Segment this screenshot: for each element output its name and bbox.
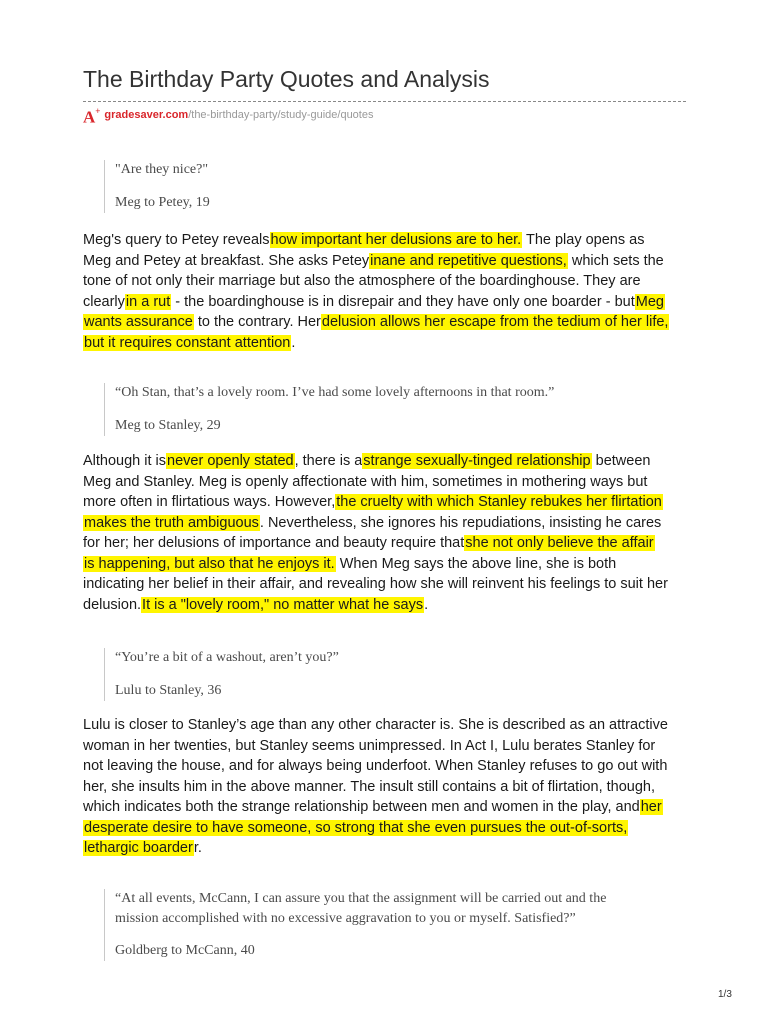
body-text: to the contrary. Her <box>193 314 321 330</box>
highlighted-text: she not only believe the affair <box>465 535 654 551</box>
body-text: which sets the <box>567 252 664 269</box>
paragraph-line <box>83 574 693 595</box>
body-text: Meg and Petey at breakfast. She asks Petey <box>83 252 370 269</box>
body-text: for her; her delusions of importance and beauty require that <box>83 535 465 551</box>
highlighted-text: in a rut <box>125 293 171 310</box>
paragraph-line <box>83 797 693 818</box>
blockquote <box>104 160 210 213</box>
analysis-paragraph <box>83 451 693 615</box>
highlighted-text: is happening, but also that he enjoys it. <box>84 555 335 572</box>
quote-attribution: Lulu to Stanley, 36 <box>115 683 222 698</box>
highlighted-text: makes the truth ambiguous <box>84 514 259 531</box>
paragraph-line <box>83 271 693 292</box>
body-text: which indicates both the strange relationship between men and women in the play, and <box>83 799 640 815</box>
highlighted-text: never openly stated <box>167 453 294 469</box>
paragraph-line <box>83 312 693 333</box>
highlighted-text: Meg <box>635 293 664 310</box>
body-text: The play opens as <box>522 232 645 248</box>
source-path[interactable]: /the-birthday-party/study-guide/quotes <box>188 109 374 121</box>
source-domain[interactable]: gradesaver.com <box>104 109 189 121</box>
body-text: not leaving the house, and for always being underfoot. When Stanley refuses to go out with <box>83 758 668 774</box>
quote-attribution: Meg to Petey, 19 <box>115 195 210 210</box>
source-link[interactable] <box>83 105 374 127</box>
highlighted-text: lethargic boarder <box>84 840 193 856</box>
paragraph-line <box>83 492 693 513</box>
paragraph-line <box>83 756 693 777</box>
body-text: . <box>291 334 296 351</box>
paragraph-line <box>83 333 693 354</box>
body-text: clearly <box>83 293 125 310</box>
quote-text: “Oh Stan, that’s a lovely room. I’ve had some lovely afternoons in that room.” <box>115 385 555 400</box>
highlighted-text: desperate desire to have someone, so strong that she even pursues the out-of-sorts, <box>84 819 628 836</box>
analysis-paragraph <box>83 715 693 859</box>
blockquote <box>104 648 339 701</box>
body-text: , there is a <box>294 453 363 469</box>
body-text: Meg's query to Petey reveals <box>83 232 270 248</box>
body-text: her, she insults him in the above manner. The insult still contains a bit of flirtation, though, <box>83 778 655 795</box>
quote-text: “At all events, McCann, I can assure you that the assignment will be carried out and the <box>115 891 607 906</box>
paragraph-line <box>83 838 693 859</box>
paragraph-line <box>83 554 693 575</box>
page-indicator: 1/3 <box>718 989 732 1000</box>
paragraph-line <box>83 251 693 272</box>
body-text: Meg and Stanley. Meg is openly affectionate with him, sometimes in mothering ways but <box>83 473 648 490</box>
highlighted-text: inane and repetitive questions, <box>370 252 567 269</box>
paragraph-line <box>83 533 693 554</box>
body-text: Although it is <box>83 453 167 469</box>
highlighted-text: wants assurance <box>84 314 193 330</box>
body-text: . <box>424 596 429 613</box>
body-text: - the boardinghouse is in disrepair and they have only one boarder - but <box>171 293 635 310</box>
quote-attribution: Goldberg to McCann, 40 <box>115 943 255 958</box>
paragraph-line <box>83 818 693 839</box>
title-divider <box>83 101 686 102</box>
quote-text: mission accomplished with no excessive aggravation to you or myself. Satisfied?” <box>115 911 576 926</box>
paragraph-line <box>83 715 693 736</box>
body-text: tone of not only their marriage but also the atmosphere of the boardinghouse. They are <box>83 273 641 289</box>
blockquote <box>104 383 554 436</box>
paragraph-line <box>83 595 693 616</box>
body-text: When Meg says the above line, she is both <box>335 555 617 572</box>
body-text: between <box>591 453 651 469</box>
paragraph-line <box>83 451 693 472</box>
quote-text: “You’re a bit of a washout, aren’t you?” <box>115 650 339 665</box>
page-title: The Birthday Party Quotes and Analysis <box>83 66 490 92</box>
highlighted-text: the cruelty with which Stanley rebukes her flirtation <box>336 494 662 510</box>
highlighted-text: strange sexually-tinged relationship <box>363 453 591 469</box>
paragraph-line <box>83 777 693 798</box>
blockquote <box>104 889 606 961</box>
body-text: woman in her twenties, but Stanley seems unimpressed. In Act I, Lulu berates Stanley for <box>83 737 656 754</box>
paragraph-line <box>83 292 693 313</box>
quote-text: "Are they nice?" <box>115 162 209 177</box>
highlighted-text: It is a "lovely room," no matter what he says <box>142 596 424 613</box>
body-text: more often in flirtatious ways. However, <box>83 494 336 510</box>
body-text: indicating her belief in their affair, and revealing how she will reinvent his feelings to suit her <box>83 576 668 592</box>
paragraph-line <box>83 736 693 757</box>
body-text: Lulu is closer to Stanley’s age than any other character is. She is described as an attractive <box>83 717 668 733</box>
body-text: r. <box>193 840 202 856</box>
highlighted-text: her <box>640 799 662 815</box>
highlighted-text: but it requires constant attention <box>84 334 291 351</box>
paragraph-line <box>83 230 693 251</box>
highlighted-text: delusion allows her escape from the tedium of her life, <box>321 314 669 330</box>
highlighted-text: how important her delusions are to her. <box>270 232 522 248</box>
paragraph-line <box>83 472 693 493</box>
body-text: . Nevertheless, she ignores his repudiations, insisting he cares <box>259 514 662 531</box>
quote-attribution: Meg to Stanley, 29 <box>115 418 221 433</box>
paragraph-line <box>83 513 693 534</box>
body-text: delusion. <box>83 596 142 613</box>
gradesaver-logo-icon: A+ <box>83 105 101 127</box>
analysis-paragraph <box>83 230 693 353</box>
